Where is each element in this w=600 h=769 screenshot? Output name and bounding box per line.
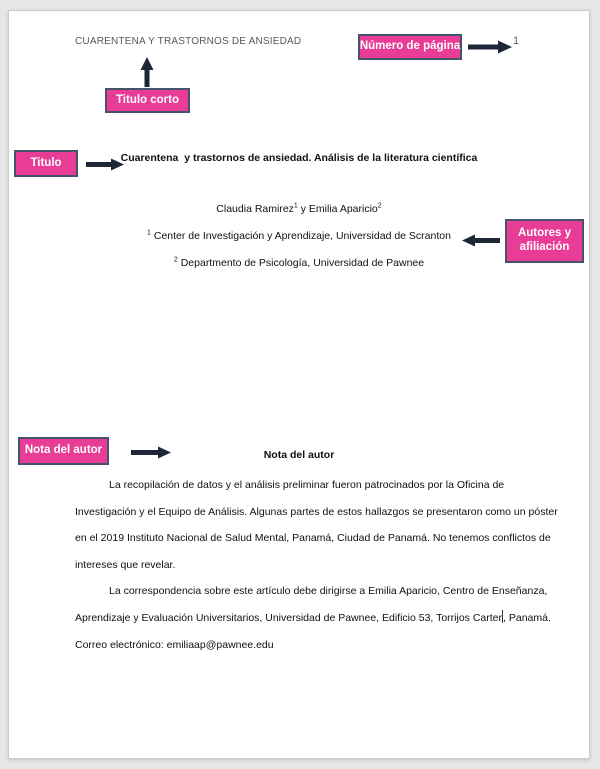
title-label-text: Titulo bbox=[30, 156, 62, 169]
arrow-up-to-running-head-icon bbox=[140, 57, 154, 87]
arrow-right-to-page-number-icon bbox=[468, 40, 512, 54]
affiliation-2-text: Departmento de Psicología, Universidad de Pawnee bbox=[177, 257, 425, 269]
note-paragraph-1-line-2: Investigación y el Equipo de Análisis. Algunas partes de estos hallazgos se presentaron como un póster bbox=[75, 505, 558, 518]
short-title-label bbox=[105, 88, 190, 113]
author-byline bbox=[8, 203, 590, 215]
note-paragraph-1-line-1: La recopilación de datos y el análisis preliminar fueron patrocinados por la Oficina de bbox=[109, 479, 505, 491]
author-note-label-text: Nota del autor bbox=[24, 444, 103, 457]
author-1-superscript: 1 bbox=[293, 202, 298, 210]
running-head: CUARENTENA Y TRASTORNOS DE ANSIEDAD bbox=[75, 36, 302, 47]
page-number: 1 bbox=[513, 35, 520, 47]
note-paragraph-2-line-3: Correo electrónico: emiliaap@pawnee.edu bbox=[75, 638, 274, 651]
document-title: Cuarentena y trastornos de ansiedad. Análisis de la literatura científica bbox=[120, 152, 478, 164]
note-paragraph-1-line-4: intereses que revelar. bbox=[75, 558, 176, 571]
note-paragraph-1-line-3: en el 2019 Instituto Nacional de Salud Mental, Panamá, Ciudad de Panamá. No tenemos conflictos de bbox=[75, 532, 551, 545]
author-2-superscript: 2 bbox=[377, 202, 382, 210]
author-2-name: y Emilia Aparicio bbox=[297, 203, 378, 215]
note-paragraph-2-line-1: La correspondencia sobre este artículo debe dirigirse a Emilia Aparicio, Centro de Enseñanza, bbox=[109, 585, 548, 598]
affiliation-1-superscript: 1 bbox=[147, 229, 151, 237]
note-paragraph-2-line-2a: Aprendizaje y Evaluación Universitarios, Universidad de Pawnee, Edificio 53, Torrijos Carter bbox=[75, 611, 503, 624]
affiliation-2 bbox=[8, 257, 590, 269]
note-paragraph-2-line-2 bbox=[75, 605, 551, 632]
authors-affiliation-label bbox=[505, 219, 584, 263]
author-note-heading: Nota del autor bbox=[263, 449, 335, 461]
page-number-label bbox=[358, 34, 462, 60]
page-number-label-text: Número de página bbox=[359, 40, 461, 53]
author-note-body bbox=[75, 472, 558, 658]
authors-affiliation-label-line2: afiliación bbox=[519, 241, 570, 253]
short-title-label-text: Titulo corto bbox=[115, 93, 180, 106]
arrow-left-to-affiliations-icon bbox=[462, 234, 500, 247]
authors-affiliation-label-line1: Autores y bbox=[517, 227, 572, 240]
author-1-name: Claudia Ramirez bbox=[216, 203, 294, 215]
affiliation-2-superscript: 2 bbox=[173, 256, 178, 264]
affiliation-1 bbox=[8, 230, 590, 242]
note-paragraph-2-line-2b: , Panamá. bbox=[503, 611, 551, 624]
affiliation-1-text: Center de Investigación y Aprendizaje, Universidad de Scranton bbox=[150, 230, 451, 242]
